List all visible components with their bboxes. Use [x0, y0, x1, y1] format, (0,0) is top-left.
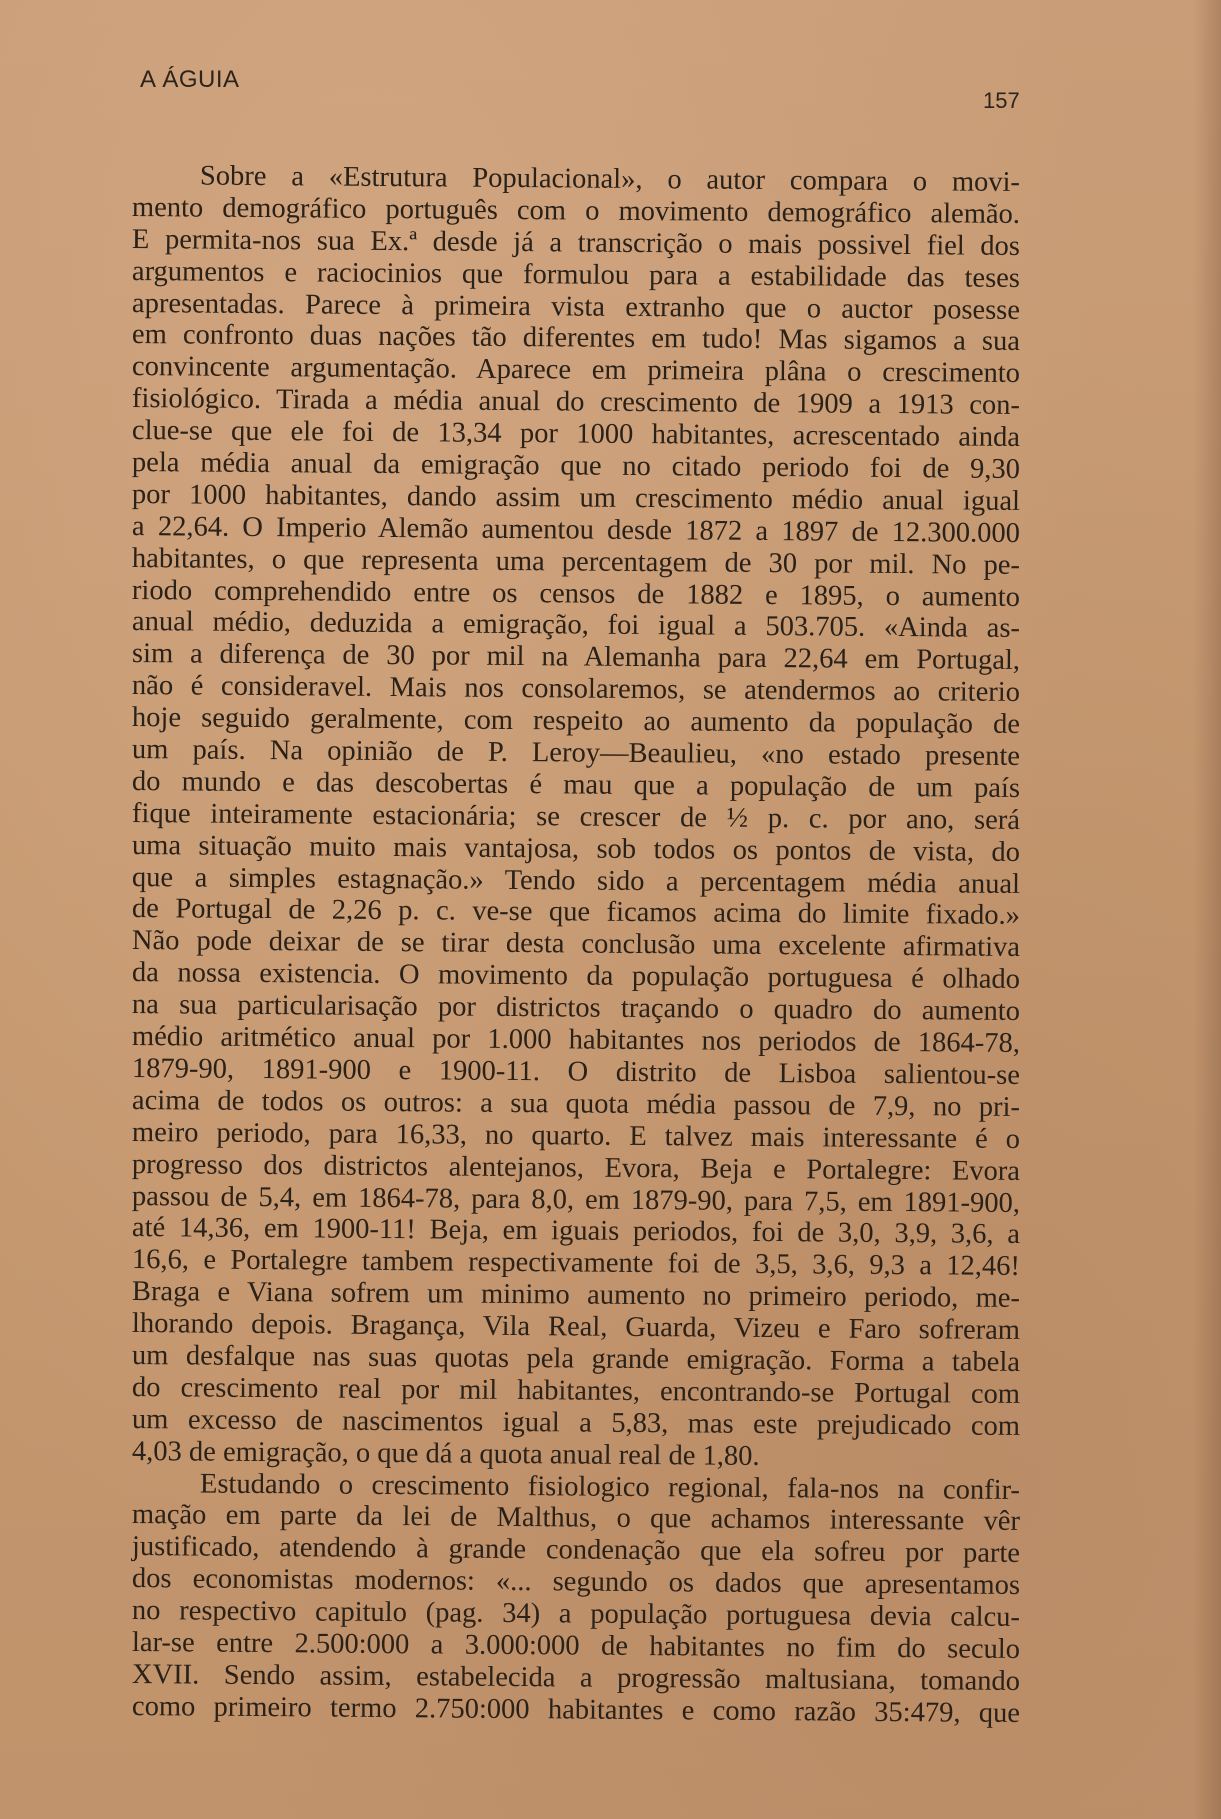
- text-line: clue-se que ele foi de 13,34 por 1000 habitantes, acrescentado ainda: [131, 415, 1021, 454]
- text-line: 16,6, e Portalegre tambem respectivamente foi de 3,5, 3,6, 9,3 a 12,46!: [131, 1244, 1021, 1283]
- text-line: argumentos e raciocinios que formulou para a estabilidade das teses: [131, 255, 1021, 294]
- text-line: pela média anual da emigração que no citado periodo foi de 9,30: [131, 447, 1021, 485]
- text-line: Braga e Viana sofrem um minimo aumento no primeiro periodo, me-: [131, 1276, 1021, 1315]
- text-line: mento demográfico português com o movimento demográfico alemão.: [131, 191, 1021, 230]
- text-line: no respectivo capitulo (pag. 34) a população portuguesa devia calcu-: [131, 1595, 1021, 1634]
- text-line: meiro periodo, para 16,33, no quarto. E talvez mais interessante é o: [131, 1116, 1021, 1155]
- text-line: Sobre a «Estrutura Populacional», o autor compara o movi-: [199, 160, 1021, 198]
- text-line: fisiológico. Tirada a média anual do crescimento de 1909 a 1913 con-: [131, 383, 1021, 422]
- text-line: justificado, atendendo à grande condenação que ela sofreu por parte: [131, 1531, 1021, 1570]
- text-line: como primeiro termo 2.750:000 habitantes e como razão 35:479, que: [131, 1690, 1021, 1729]
- body-text: [131, 160, 1021, 1729]
- text-line: riodo comprehendido entre os censos de 1882 e 1895, o aumento: [131, 574, 1021, 613]
- page-number: 157: [983, 88, 1020, 113]
- text-line: não é consideravel. Mais nos consolaremos, se atendermos ao criterio: [131, 670, 1021, 709]
- text-line: mação em parte da lei de Malthus, o que achamos interessante vêr: [131, 1499, 1021, 1538]
- text-line: anual médio, deduzida a emigração, foi igual a 503.705. «Ainda as-: [131, 606, 1021, 645]
- text-line: da nossa existencia. O movimento da população portuguesa é olhado: [131, 957, 1021, 996]
- text-line: um país. Na opinião de P. Leroy—Beaulieu, «no estado presente: [131, 734, 1021, 773]
- text-line: um excesso de nascimentos igual a 5,83, mas este prejudicado com: [131, 1403, 1021, 1442]
- text-line: 1879-90, 1891-900 e 1900-11. O distrito de Lisboa salientou-se: [131, 1052, 1021, 1091]
- text-line: dos economistas modernos: «... segundo os dados que apresentamos: [131, 1563, 1021, 1602]
- running-head: A ÁGUIA: [140, 66, 240, 93]
- text-line: convincente argumentação. Aparece em primeira plâna o crescimento: [131, 351, 1021, 390]
- text-line: hoje seguido geralmente, com respeito ao aumento da população de: [131, 702, 1021, 741]
- text-line: uma situação muito mais vantajosa, sob todos os pontos de vista, do: [131, 829, 1021, 868]
- text-line: até 14,36, em 1900-11! Beja, em iguais periodos, foi de 3,0, 3,9, 3,6, a: [131, 1212, 1021, 1251]
- text-line: habitantes, o que representa uma percentagem de 30 por mil. No pe-: [131, 542, 1021, 581]
- text-line: em confronto duas nações tão diferentes em tudo! Mas sigamos a sua: [131, 319, 1021, 358]
- text-line: médio aritmético anual por 1.000 habitantes nos periodos de 1864-78,: [131, 1021, 1021, 1060]
- text-line: por 1000 habitantes, dando assim um crescimento médio anual igual: [131, 478, 1021, 517]
- text-line: do mundo e das descobertas é mau que a população de um país: [131, 765, 1021, 804]
- text-line: lhorando depois. Bragança, Vila Real, Guarda, Vizeu e Faro sofreram: [131, 1308, 1021, 1347]
- text-line: Estudando o crescimento fisiologico regional, fala-nos na confir-: [199, 1468, 1021, 1506]
- text-line: E permita-nos sua Ex.ª desde já a transcrição o mais possivel fiel dos: [131, 223, 1021, 262]
- text-line: um desfalque nas suas quotas pela grande emigração. Forma a tabela: [131, 1339, 1021, 1378]
- text-line: 4,03 de emigração, o que dá a quota anual real de 1,80.: [131, 1435, 760, 1472]
- text-line: apresentadas. Parece à primeira vista extranho que o auctor posesse: [131, 287, 1021, 326]
- text-line: que a simples estagnação.» Tendo sido a percentagem média anual: [131, 861, 1021, 900]
- text-line: sim a diferença de 30 por mil na Alemanha para 22,64 em Portugal,: [131, 638, 1021, 677]
- text-line: XVII. Sendo assim, estabelecida a progressão maltusiana, tomando: [131, 1658, 1021, 1697]
- text-line: a 22,64. O Imperio Alemão aumentou desde 1872 a 1897 de 12.300.000: [131, 510, 1021, 549]
- text-line: passou de 5,4, em 1864-78, para 8,0, em 1879-90, para 7,5, em 1891-900,: [131, 1180, 1021, 1219]
- text-line: acima de todos os outros: a sua quota média passou de 7,9, no pri-: [131, 1084, 1021, 1123]
- text-line: progresso dos districtos alentejanos, Evora, Beja e Portalegre: Evora: [131, 1148, 1021, 1187]
- text-line: na sua particularisação por districtos traçando o quadro do aumento: [131, 989, 1021, 1028]
- text-line: lar-se entre 2.500:000 a 3.000:000 de habitantes no fim do seculo: [131, 1626, 1021, 1665]
- text-line: do crescimento real por mil habitantes, encontrando-se Portugal com: [131, 1371, 1021, 1410]
- text-line: fique inteiramente estacionária; se crescer de ½ p. c. por ano, será: [131, 797, 1021, 836]
- text-line: de Portugal de 2,26 p. c. ve-se que ficamos acima do limite fixado.»: [131, 893, 1021, 932]
- text-line: Não pode deixar de se tirar desta conclusão uma excelente afirmativa: [131, 925, 1021, 964]
